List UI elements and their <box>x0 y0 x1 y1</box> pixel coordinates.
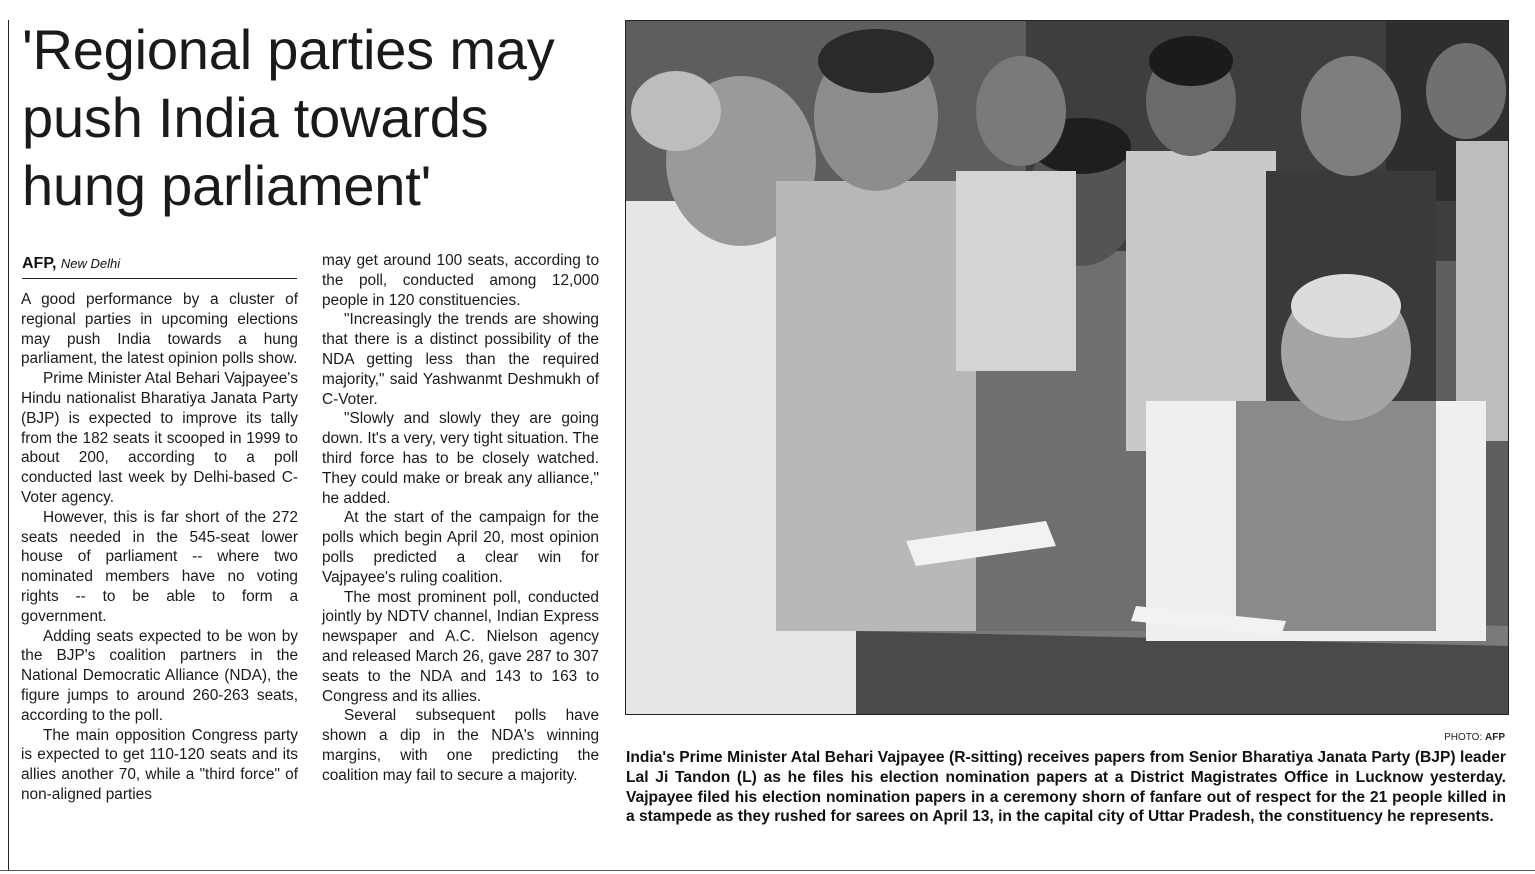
bottom-rule <box>0 870 1535 871</box>
left-column-rule <box>8 20 9 870</box>
photo-credit <box>1380 732 1505 743</box>
paragraph: Adding seats expected to be won by the BJP's coalition partners in the National Democratic Alliance (NDA), the figure jumps to around 260-263 seats, according to the poll. <box>21 627 298 724</box>
article-column-2 <box>322 251 599 786</box>
paragraph: "Slowly and slowly they are going down. It's a very, very tight situation. The third force has to be closely watched. They could make or break any alliance," he added. <box>322 410 599 507</box>
paragraph: A good performance by a cluster of regional parties in upcoming elections may push India towards a hung parliament, the latest opinion polls show. <box>21 291 298 368</box>
photo-credit-label: PHOTO: <box>1444 732 1483 743</box>
paragraph: The main opposition Congress party is expected to get 110-120 seats and its allies another 70, while a "third force" of non-aligned parties <box>21 726 298 803</box>
paragraph: Prime Minister Atal Behari Vajpayee's Hindu nationalist Bharatiya Janata Party (BJP) is expected to improve its tally from the 182 seats it scooped in 1999 to about 200, according to a poll conducted last week by Delhi-based C-Voter agency. <box>21 370 298 506</box>
photo-illustration <box>626 21 1508 714</box>
article-column-1 <box>21 290 298 805</box>
headline: 'Regional parties may push India towards hung parliament' <box>22 18 555 217</box>
byline <box>22 254 297 279</box>
paragraph: "Increasingly the trends are showing that there is a distinct possibility of the NDA getting less than the required majority," said Yashwanmt Deshmukh of C-Voter. <box>322 311 599 408</box>
paragraph: Several subsequent polls have shown a dip in the NDA's winning margins, with one predicting the coalition may fail to secure a majority. <box>322 707 599 784</box>
paragraph: The most prominent poll, conducted jointly by NDTV channel, Indian Express newspaper and A.C. Nielson agency and released March 26, gave 287 to 307 seats to the NDA and 143 to 163 to Congress and its allies. <box>322 588 599 705</box>
news-photo <box>625 20 1509 715</box>
photo-credit-source: AFP <box>1485 732 1505 743</box>
byline-agency: AFP, <box>22 255 57 272</box>
paragraph: However, this is far short of the 272 seats needed in the 545-seat lower house of parliament -- where two nominated members have no voting rights -- to be able to form a government. <box>21 508 298 625</box>
byline-dateline: New Delhi <box>60 256 121 271</box>
paragraph: At the start of the campaign for the polls which begin April 20, most opinion polls predicted a clear win for Vajpayee's ruling coalition. <box>322 509 599 586</box>
paragraph: may get around 100 seats, according to the poll, conducted among 12,000 people in 120 constituencies. <box>322 252 599 309</box>
photo-caption: India's Prime Minister Atal Behari Vajpayee (R-sitting) receives papers from Senior Bharatiya Janata Party (BJP) leader Lal Ji Tandon (L) as he files his election nomination papers at a District Magistrates Office in Lucknow yesterday. Vajpayee filed his election nomination papers in a ceremony shorn of fanfare out of respect for the 21 people killed in a stampede as they rushed for sarees on April 13, in the capital city of Uttar Pradesh, the constituency he represents. <box>626 749 1506 826</box>
